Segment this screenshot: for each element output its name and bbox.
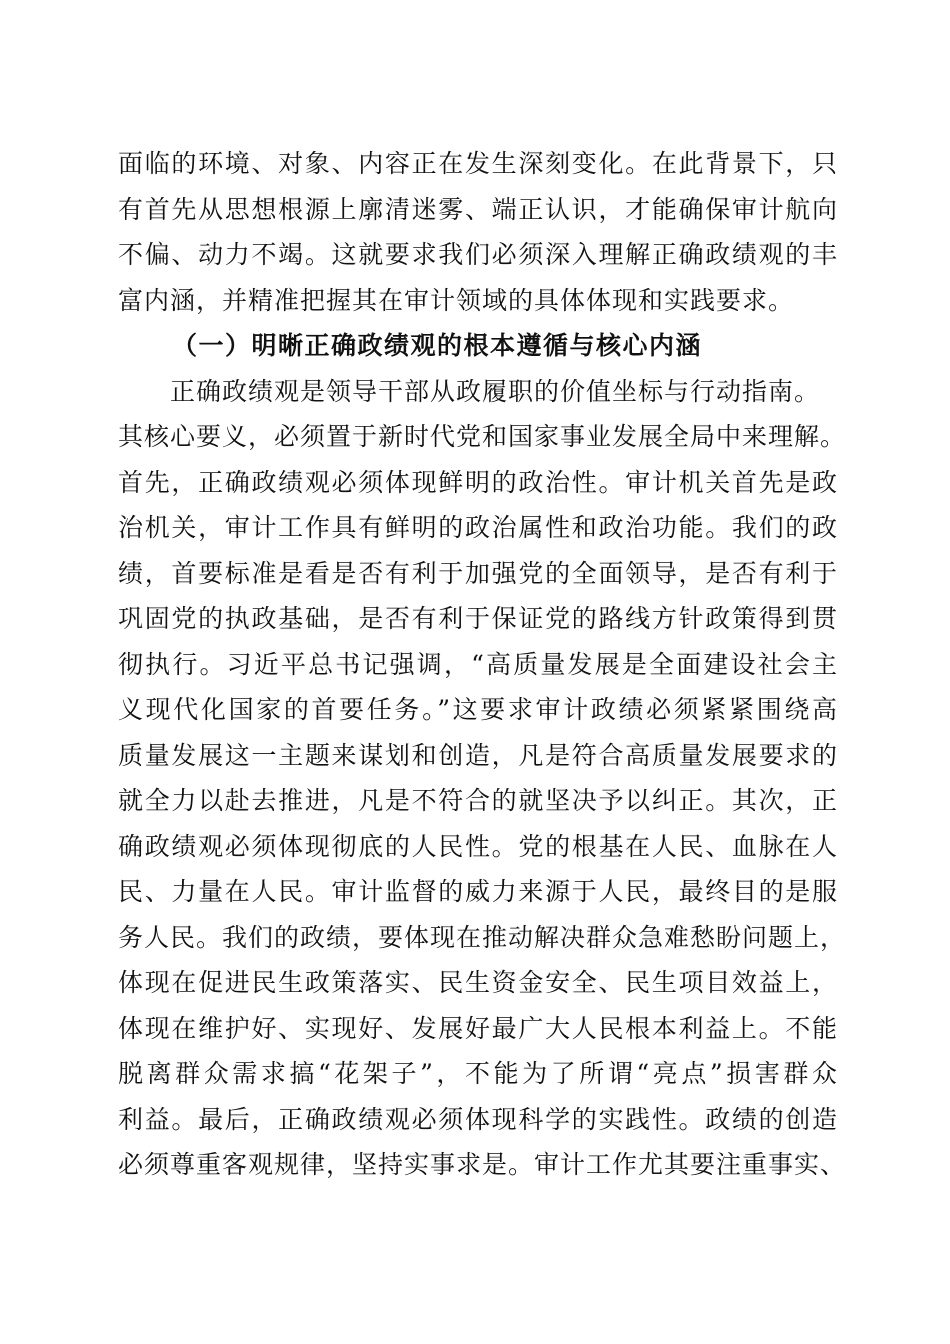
text-line: 首先，正确政绩观必须体现鲜明的政治性。审计机关首先是政 [118,467,838,497]
text-line: 面临的环境、对象、内容正在发生深刻变化。在此背景下，只 [118,149,838,178]
document-body [118,141,847,1188]
text-line: 必须尊重客观规律，坚持实事求是。审计工作尤其要注重事实、 [118,1150,847,1179]
text-line: 确政绩观必须体现彻底的人民性。党的根基在人民、血脉在人 [118,831,838,861]
text-line: 务人民。我们的政绩，要体现在推动解决群众急难愁盼问题上， [118,922,847,952]
text-line: 脱离群众需求搞“花架子”，不能为了所谓“亮点”损害群众 [118,1059,838,1088]
text-line: 绩，首要标准是看是否有利于加强党的全面领导，是否有利于 [118,558,838,588]
text-line: 不偏、动力不竭。这就要求我们必须深入理解正确政绩观的丰 [118,240,838,269]
text-line: 民、力量在人民。审计监督的威力来源于人民，最终目的是服 [118,877,838,906]
text-line: 富内涵，并精准把握其在审计领域的具体体现和实践要求。 [118,285,795,315]
section-heading: （一）明晰正确政绩观的根本遵循与核心内涵 [172,331,703,360]
text-line: 巩固党的执政基础，是否有利于保证党的路线方针政策得到贯 [118,604,838,633]
text-line: 质量发展这一主题来谋划和创造，凡是符合高质量发展要求的 [118,740,838,770]
text-line: 利益。最后，正确政绩观必须体现科学的实践性。政绩的创造 [118,1104,838,1134]
text-line: 正确政绩观是领导干部从政履职的价值坐标与行动指南。 [170,376,821,406]
text-line: 体现在促进民生政策落实、民生资金安全、民生项目效益上， [118,968,838,997]
text-line: 其核心要义，必须置于新时代党和国家事业发展全局中来理解。 [118,422,847,451]
text-line: 义现代化国家的首要任务。”这要求审计政绩必须紧紧围绕高 [118,695,838,724]
text-line: 治机关，审计工作具有鲜明的政治属性和政治功能。我们的政 [118,513,838,542]
text-line: 有首先从思想根源上廓清迷雾、端正认识，才能确保审计航向 [118,194,838,224]
text-line: 彻执行。习近平总书记强调，“高质量发展是全面建设社会主 [118,649,838,679]
text-line: 就全力以赴去推进，凡是不符合的就坚决予以纠正。其次，正 [118,786,838,815]
text-line: 体现在维护好、实现好、发展好最广大人民根本利益上。不能 [118,1013,838,1043]
